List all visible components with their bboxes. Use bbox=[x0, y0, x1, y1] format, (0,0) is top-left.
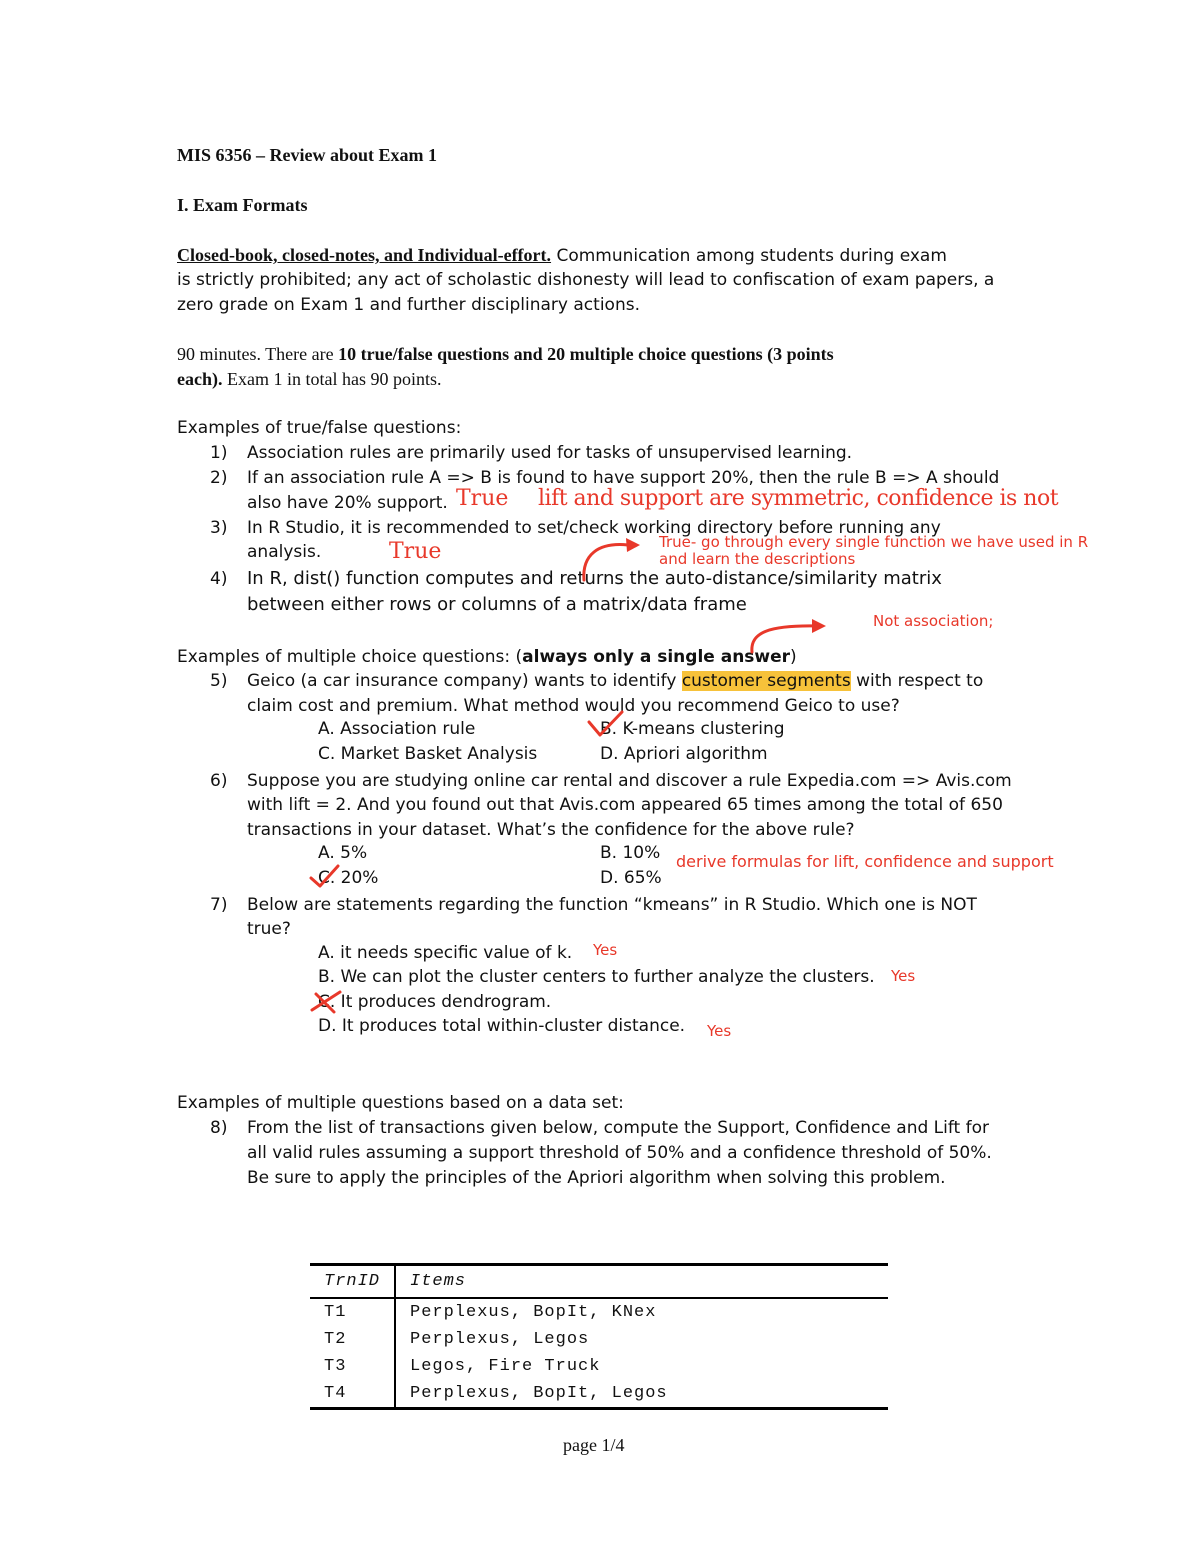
q7-option-c: C. It produces dendrogram. bbox=[318, 992, 552, 1012]
annotation-mc-note: Not association; bbox=[873, 612, 994, 630]
annotation-yes-a: Yes bbox=[593, 941, 618, 959]
rules-line-2: is strictly prohibited; any act of scholastic dishonesty will lead to confiscation of exam papers, a bbox=[177, 270, 995, 290]
q8-line-1: From the list of transactions given below, compute the Support, Confidence and Lift for bbox=[247, 1118, 989, 1138]
q7-line-2: true? bbox=[247, 919, 291, 939]
q5-option-b: B. K-means clustering bbox=[600, 719, 785, 739]
tf-question-1: Association rules are primarily used for tasks of unsupervised learning. bbox=[247, 443, 853, 463]
arrow-icon bbox=[752, 626, 818, 652]
page-number: page 1/4 bbox=[563, 1435, 625, 1455]
q5-line-2: claim cost and premium. What method would you recommend Geico to use? bbox=[247, 696, 900, 716]
section-heading: I. Exam Formats bbox=[177, 195, 308, 215]
column-header-items: Items bbox=[410, 1272, 467, 1291]
tf-question-3: In R Studio, it is recommended to set/check working directory before running any bbox=[247, 518, 941, 538]
cross-mark-icon bbox=[312, 992, 340, 1012]
annotation-q2-true: True bbox=[456, 486, 509, 511]
tf-number: 4) bbox=[210, 569, 228, 589]
table-cell: T4 bbox=[310, 1380, 395, 1409]
format-bold-2: each). bbox=[177, 369, 223, 389]
annotation-q3-note-1: True- go through every single function we have used in R bbox=[659, 533, 1089, 551]
mc-heading-bold: always only a single answer bbox=[522, 647, 791, 667]
arrowhead-icon bbox=[626, 538, 640, 552]
arrowhead-icon bbox=[812, 619, 826, 633]
q6-line-2: with lift = 2. And you found out that Avis.com appeared 65 times among the total of 650 bbox=[247, 795, 1003, 815]
mc-heading-close: ) bbox=[790, 647, 797, 667]
tf-number: 1) bbox=[210, 443, 228, 463]
q7-option-b: B. We can plot the cluster centers to further analyze the clusters. bbox=[318, 967, 875, 987]
q6-option-a: A. 5% bbox=[318, 843, 368, 863]
tf-question-3-cont: analysis. bbox=[247, 542, 322, 562]
format-text-2: Exam 1 in total has 90 points. bbox=[222, 369, 442, 389]
tf-question-2: If an association rule A => B is found to have support 20%, then the rule B => A should bbox=[247, 468, 1000, 488]
q8-line-2: all valid rules assuming a support threshold of 50% and a confidence threshold of 50%. bbox=[247, 1143, 992, 1163]
table-cell: Perplexus, BopIt, Legos bbox=[410, 1384, 668, 1403]
annotation-q2-note: lift and support are symmetric, confidence is not bbox=[538, 486, 1059, 511]
tf-number: 2) bbox=[210, 468, 228, 488]
q5-option-d: D. Apriori algorithm bbox=[600, 744, 768, 764]
rules-line-1-rest: Communication among students during exam bbox=[551, 246, 947, 266]
table-cell: Legos, Fire Truck bbox=[410, 1357, 601, 1376]
page-title: MIS 6356 – Review about Exam 1 bbox=[177, 145, 437, 165]
annotation-yes-b: Yes bbox=[891, 967, 916, 985]
arrow-icon bbox=[584, 545, 628, 580]
tf-question-4-cont: between either rows or columns of a matrix/data frame bbox=[247, 594, 747, 615]
q6-option-c: C. 20% bbox=[318, 868, 379, 888]
q7-option-a: A. it needs specific value of k. bbox=[318, 943, 573, 963]
annotation-q6-note: derive formulas for lift, confidence and support bbox=[676, 852, 1054, 871]
table-cell: T2 bbox=[310, 1326, 395, 1353]
column-header-trnid: TrnID bbox=[310, 1265, 395, 1299]
table-cell: Perplexus, Legos bbox=[410, 1330, 590, 1349]
rules-line-3: zero grade on Exam 1 and further disciplinary actions. bbox=[177, 295, 640, 315]
q5-option-c: C. Market Basket Analysis bbox=[318, 744, 538, 764]
table-cell: T3 bbox=[310, 1353, 395, 1380]
q6-option-d: D. 65% bbox=[600, 868, 662, 888]
rules-bold-lead: Closed-book, closed-notes, and Individual-effort. bbox=[177, 245, 552, 265]
q5-text-end: with respect to bbox=[850, 671, 984, 691]
table-cell: T1 bbox=[310, 1298, 395, 1326]
annotation-q3-note-2: and learn the descriptions bbox=[659, 550, 856, 568]
annotation-q3-true: True bbox=[389, 539, 442, 564]
q5-option-a: A. Association rule bbox=[318, 719, 476, 739]
q5-number: 5) bbox=[210, 671, 228, 691]
q5-highlight: customer segments bbox=[681, 671, 851, 691]
checkmark-icon bbox=[589, 712, 622, 735]
format-bold: 10 true/false questions and 20 multiple choice questions (3 points bbox=[338, 344, 834, 364]
q7-number: 7) bbox=[210, 895, 228, 915]
format-text: 90 minutes. There are bbox=[177, 344, 339, 364]
q7-option-d: D. It produces total within-cluster distance. bbox=[318, 1016, 686, 1036]
ds-heading: Examples of multiple questions based on a data set: bbox=[177, 1093, 624, 1113]
q6-line-3: transactions in your dataset. What’s the confidence for the above rule? bbox=[247, 820, 855, 840]
tf-question-4: In R, dist() function computes and returns the auto-distance/similarity matrix bbox=[247, 568, 942, 589]
q7-line-1: Below are statements regarding the function “kmeans” in R Studio. Which one is NOT bbox=[247, 895, 977, 915]
q5-text: Geico (a car insurance company) wants to identify bbox=[247, 671, 682, 691]
tf-number: 3) bbox=[210, 518, 228, 538]
q6-number: 6) bbox=[210, 771, 228, 791]
mc-heading-text: Examples of multiple choice questions: ( bbox=[177, 647, 523, 667]
q6-line-1: Suppose you are studying online car rental and discover a rule Expedia.com => Avis.com bbox=[247, 771, 1012, 791]
q8-number: 8) bbox=[210, 1118, 228, 1138]
tf-heading: Examples of true/false questions: bbox=[177, 418, 462, 438]
annotation-yes-d: Yes bbox=[707, 1022, 732, 1040]
checkmark-icon bbox=[311, 866, 338, 886]
q8-line-3: Be sure to apply the principles of the Apriori algorithm when solving this problem. bbox=[247, 1168, 946, 1188]
table-cell: Perplexus, BopIt, KNex bbox=[410, 1303, 657, 1322]
tf-question-2-cont: also have 20% support. bbox=[247, 493, 448, 513]
q6-option-b: B. 10% bbox=[600, 843, 661, 863]
